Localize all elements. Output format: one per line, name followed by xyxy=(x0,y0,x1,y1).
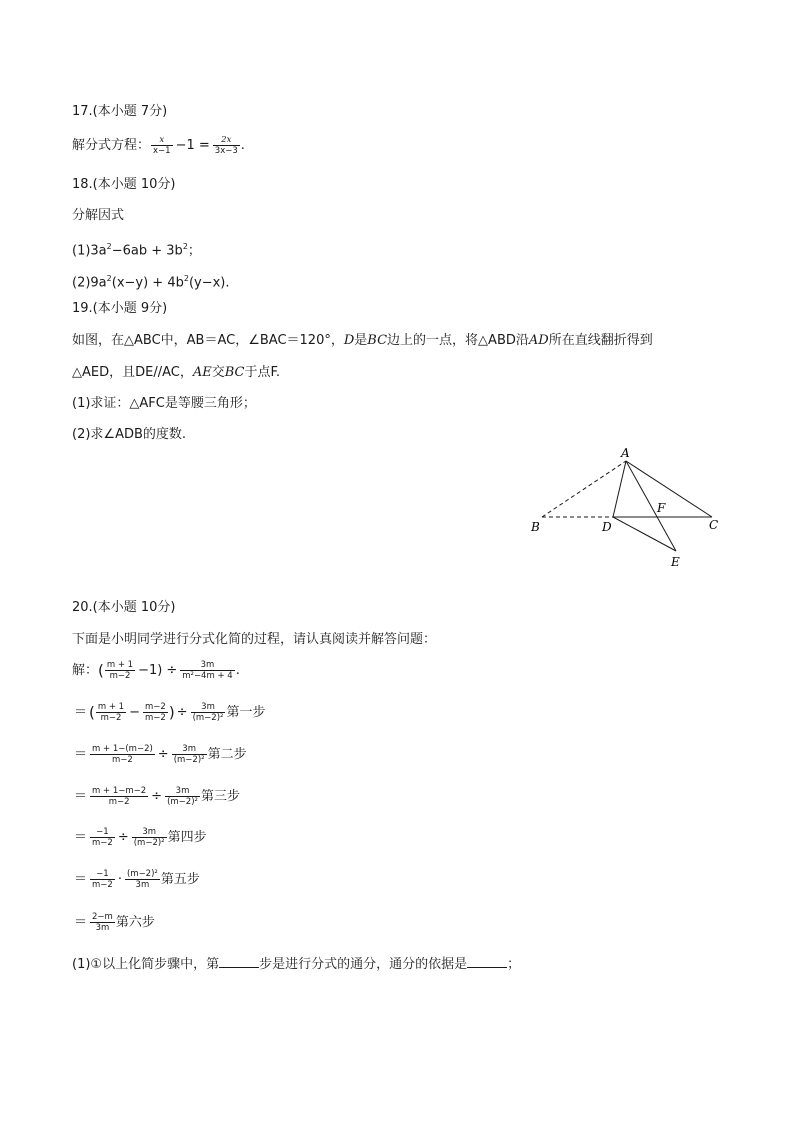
label-D: D xyxy=(602,520,612,534)
q17-equation: 解分式方程： $\frac{x}{x-1}$ −1 = $\frac{2x}{3x-3}$ . xyxy=(72,135,245,156)
q20-intro: 下面是小明同学进行分式化简的过程，请认真阅读并解答问题： xyxy=(72,632,437,647)
answer-blank-step[interactable] xyxy=(219,955,259,968)
label-A: A xyxy=(621,446,630,460)
q17-minus-one: −1 = xyxy=(175,137,210,153)
q18-prompt: 分解因式 xyxy=(72,208,125,223)
segment-AB xyxy=(542,461,626,517)
label-C: C xyxy=(709,518,719,532)
q20-step-0: 解：( $\frac{m + 1}{m-2}$ −1) ÷ $\frac{3m}{\text{m²−4m + 4}}$ . xyxy=(72,660,240,681)
label-E: E xyxy=(671,555,680,569)
q17-fraction-2: $\frac{2x}{3x-3}$ xyxy=(214,135,238,156)
q20-step-5: ＝ $\frac{-1}{m-2}$ · $\frac{\text{(m−2)²}}{3m}$ 第五步 xyxy=(74,869,200,890)
q20-step-4: ＝ $\frac{-1}{m-2}$ ÷ $\frac{3m}{\text{(m−2)²}}$ 第四步 xyxy=(74,827,207,848)
segment-AC xyxy=(626,461,712,517)
q19-part-1: (1)求证：△AFC是等腰三角形； xyxy=(72,396,256,411)
q20-question-1: (1)①以上化简步骤中，第 步是进行分式的通分，通分的依据是 ； xyxy=(72,957,521,972)
label-F: F xyxy=(657,501,666,515)
q20-step-1: ＝ ( $\frac{m + 1}{m-2}$ − $\frac{m-2}{m-2}$ ) ÷ $\frac{3m}{\text{(m−2)²}}$ 第一步 xyxy=(74,702,266,723)
q19-triangle-figure xyxy=(520,445,740,575)
q19-text-line-1: 如图，在△ABC中，AB＝AC，∠BAC＝120°，D是BC边上的一点，将△ABD沿AD所在直线翻折得到 xyxy=(72,333,653,348)
q19-part-2: (2)求∠ADB的度数. xyxy=(72,427,187,442)
answer-blank-basis[interactable] xyxy=(467,955,507,968)
q18-part-1: $(1)3a^2-6ab + 3b^2$； xyxy=(72,242,201,259)
q17-header: 17.(本小题 7分) xyxy=(72,104,168,119)
q20-step-3: ＝ $\frac{m + 1-m-2}{m-2}$ ÷ $\frac{3m}{\text{(m−2)²}}$ 第三步 xyxy=(74,786,240,807)
q19-header: 19.(本小题 9分) xyxy=(72,301,168,316)
q17-prompt: 解分式方程： xyxy=(72,138,151,153)
label-B: B xyxy=(531,520,540,534)
q17-fraction-1: $\frac{x}{x-1}$ xyxy=(153,135,171,156)
q20-header: 20.(本小题 10分) xyxy=(72,600,176,615)
q20-step-2: ＝ $\frac{m + 1-(m-2)}{m-2}$ ÷ $\frac{3m}{\text{(m−2)²}}$ 第二步 xyxy=(74,744,247,765)
q18-header: 18.(本小题 10分) xyxy=(72,177,176,192)
q18-part-2: $(2)9a^2(x-y) + 4b^2(y-x)$. xyxy=(72,274,230,291)
segment-AD xyxy=(613,461,626,517)
q19-text-line-2: △AED，且DE//AC，AE交BC于点F. xyxy=(72,365,281,380)
q20-step-6: ＝ $\frac{2-m}{3m}$ 第六步 xyxy=(74,912,155,933)
